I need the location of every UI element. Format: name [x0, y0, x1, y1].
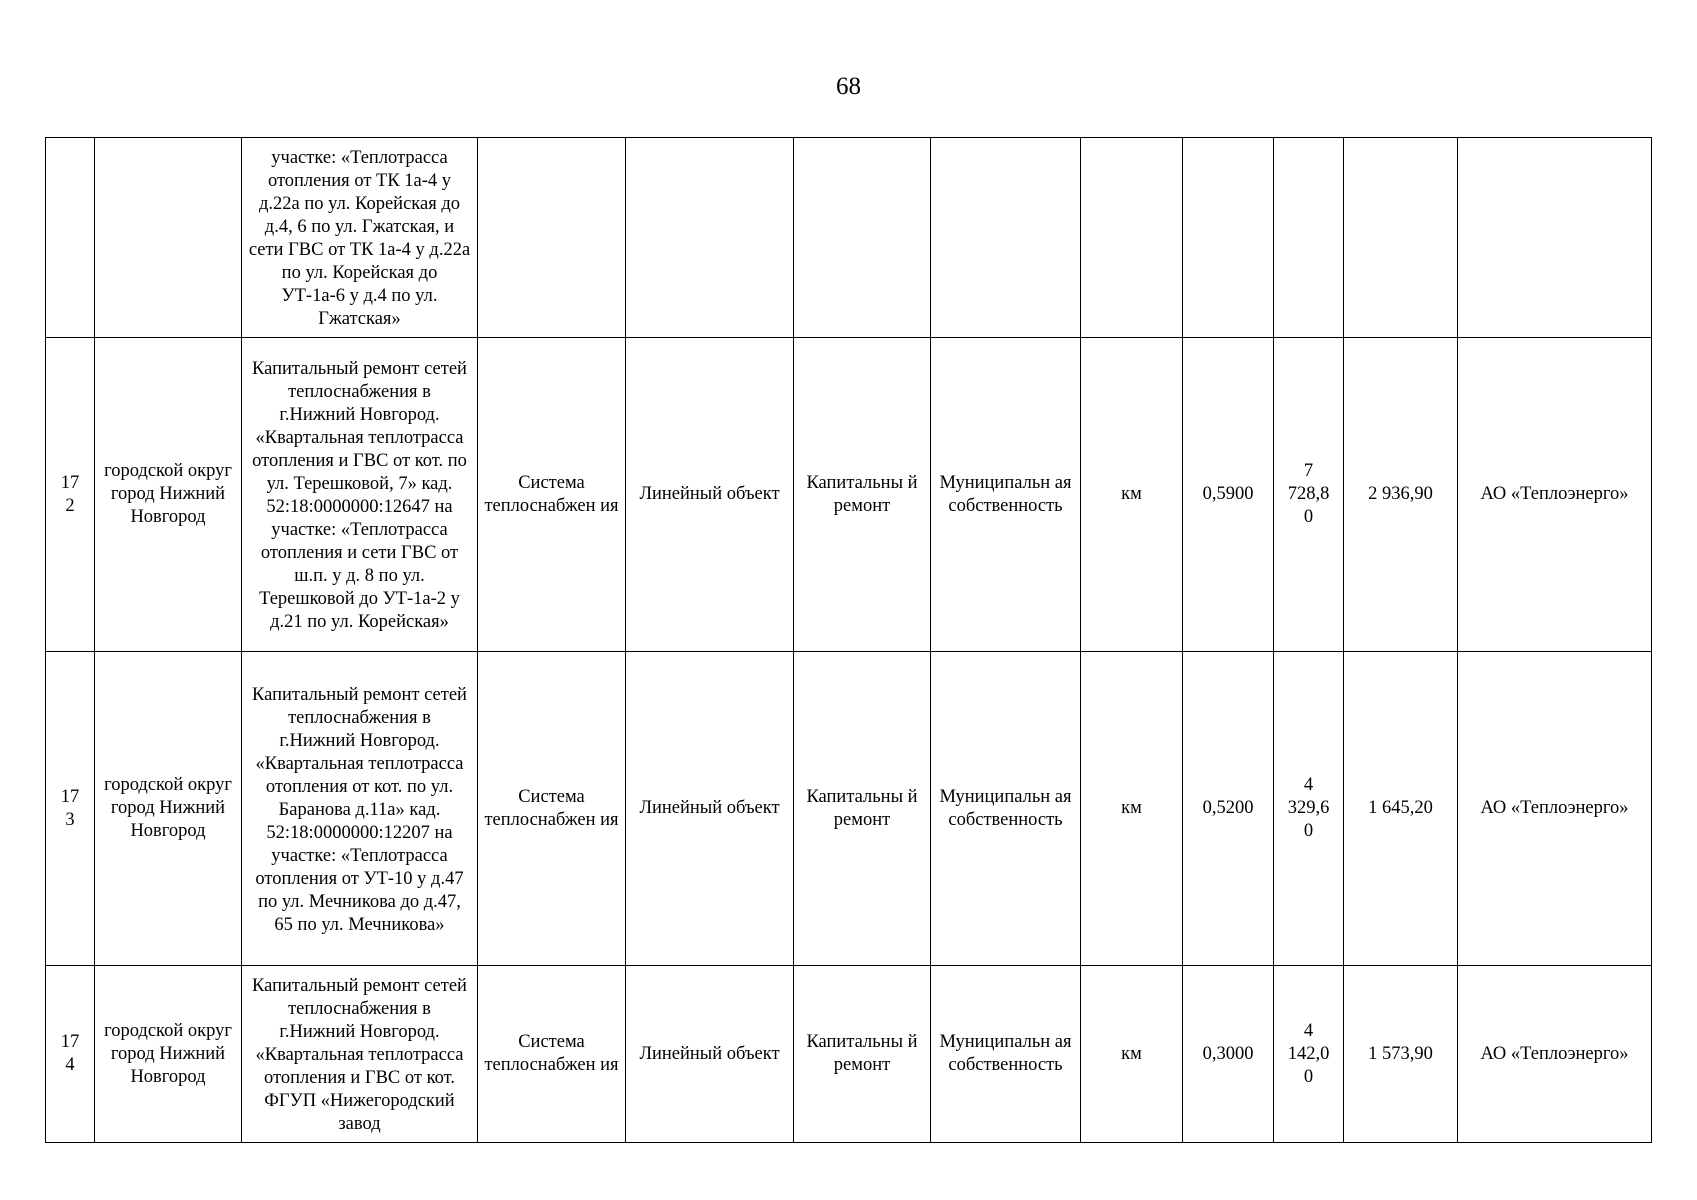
cell-amount: 1 645,20 [1344, 652, 1458, 966]
cell-unit [1081, 138, 1183, 338]
cell-municipality [95, 138, 242, 338]
cell-ownership: Муниципальн ая собственность [931, 652, 1081, 966]
cell-system: Система теплоснабжен ия [478, 338, 626, 652]
table-row [46, 966, 1652, 1143]
cell-system: Система теплоснабжен ия [478, 652, 626, 966]
cell-description: участке: «Теплотрасса отопления от ТК 1а-4 у д.22а по ул. Корейская до д.4, 6 по ул. Гжатская, и сети ГВС от ТК 1а-4 у д.22а по ул. Корейская до УТ-1а-6 у д.4 по ул. Гжатская» [242, 138, 478, 338]
cell-work-type: Капитальны й ремонт [794, 338, 931, 652]
cell-cost: 7 728,8 0 [1274, 338, 1344, 652]
cell-work-type [794, 138, 931, 338]
cell-unit: км [1081, 966, 1183, 1143]
cell-length: 0,3000 [1183, 966, 1274, 1143]
projects-table [45, 137, 1652, 1143]
cell-number: 17 2 [46, 338, 95, 652]
cell-work-type: Капитальны й ремонт [794, 966, 931, 1143]
cell-system: Система теплоснабжен ия [478, 966, 626, 1143]
table-row [46, 338, 1652, 652]
cell-amount: 2 936,90 [1344, 338, 1458, 652]
page-number: 68 [836, 73, 861, 100]
cell-municipality: городской округ город Нижний Новгород [95, 966, 242, 1143]
cell-object-type: Линейный объект [626, 652, 794, 966]
cell-length: 0,5200 [1183, 652, 1274, 966]
cell-length [1183, 138, 1274, 338]
cell-ownership [931, 138, 1081, 338]
cell-ownership: Муниципальн ая собственность [931, 338, 1081, 652]
cell-object-type [626, 138, 794, 338]
cell-unit: км [1081, 338, 1183, 652]
cell-cost: 4 329,6 0 [1274, 652, 1344, 966]
cell-work-type: Капитальны й ремонт [794, 652, 931, 966]
table-row-continuation [46, 138, 1652, 338]
cell-municipality: городской округ город Нижний Новгород [95, 338, 242, 652]
cell-number: 17 3 [46, 652, 95, 966]
table-row [46, 652, 1652, 966]
cell-municipality: городской округ город Нижний Новгород [95, 652, 242, 966]
cell-number: 17 4 [46, 966, 95, 1143]
cell-amount [1344, 138, 1458, 338]
cell-object-type: Линейный объект [626, 338, 794, 652]
cell-length: 0,5900 [1183, 338, 1274, 652]
cell-number [46, 138, 95, 338]
cell-description: Капитальный ремонт сетей теплоснабжения в г.Нижний Новгород. «Квартальная теплотрасса отопления и ГВС от кот. по ул. Терешковой, 7» кад. 52:18:0000000:12647 на участке: «Теплотрасса отопления и сети ГВС от ш.п. у д. 8 по ул. Терешковой до УТ-1а-2 у д.21 по ул. Корейская» [242, 338, 478, 652]
cell-ownership: Муниципальн ая собственность [931, 966, 1081, 1143]
cell-object-type: Линейный объект [626, 966, 794, 1143]
cell-organization: АО «Теплоэнерго» [1458, 338, 1652, 652]
cell-description: Капитальный ремонт сетей теплоснабжения в г.Нижний Новгород. «Квартальная теплотрасса отопления от кот. по ул. Баранова д.11а» кад. 52:18:0000000:12207 на участке: «Теплотрасса отопления от УТ-10 у д.47 по ул. Мечникова до д.47, 65 по ул. Мечникова» [242, 652, 478, 966]
cell-description: Капитальный ремонт сетей теплоснабжения в г.Нижний Новгород. «Квартальная теплотрасса отопления и ГВС от кот. ФГУП «Нижегородский завод [242, 966, 478, 1143]
cell-organization: АО «Теплоэнерго» [1458, 652, 1652, 966]
cell-unit: км [1081, 652, 1183, 966]
cell-cost [1274, 138, 1344, 338]
cell-amount: 1 573,90 [1344, 966, 1458, 1143]
cell-organization [1458, 138, 1652, 338]
cell-organization: АО «Теплоэнерго» [1458, 966, 1652, 1143]
cell-system [478, 138, 626, 338]
cell-cost: 4 142,0 0 [1274, 966, 1344, 1143]
